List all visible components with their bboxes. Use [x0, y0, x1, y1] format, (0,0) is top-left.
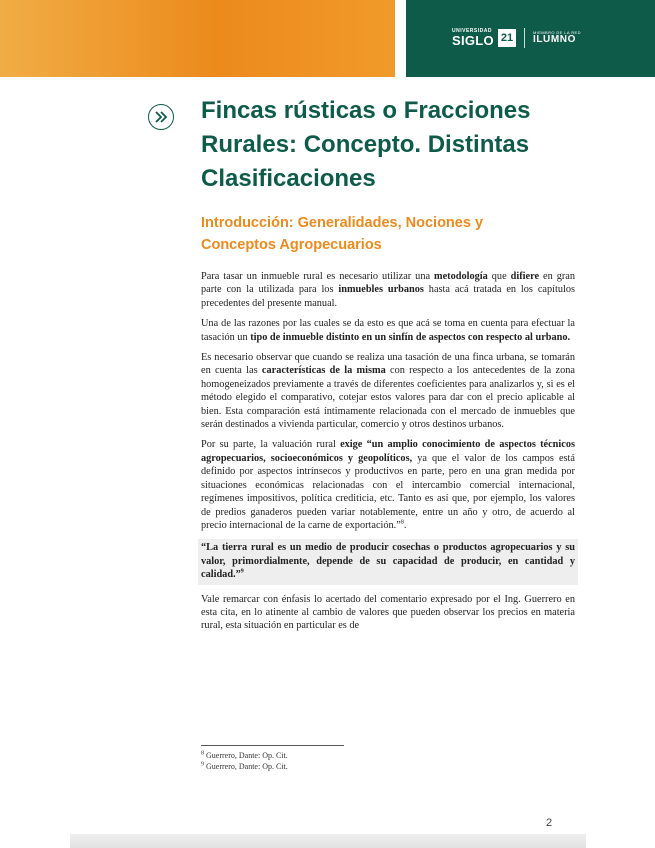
page-title: Fincas rústicas o Fracciones Rurales: Concepto. Distintas Clasificaciones [201, 97, 531, 192]
header-orange-band [0, 0, 395, 77]
logo-partner-name: ILUMNO [532, 34, 576, 45]
footnote-ref-9: 9 [240, 568, 244, 575]
footnote-ref-8: 8 [400, 519, 404, 526]
highlighted-quote: “La tierra rural es un medio de producir cosechas o productos agropecuarios y su valor, primordialmente, depende de su capacidad de producir, en cantidad y calidad.”$^9$ [198, 539, 578, 584]
footnote-divider [201, 745, 344, 746]
body-text [201, 270, 575, 640]
logo-univ-small: UNIVERSIDAD [452, 28, 492, 34]
footnote-item: $^8$ Guerrero, Dante: Op. Cit. [201, 750, 288, 760]
footnotes [201, 750, 288, 772]
page-number: 2 [546, 817, 553, 829]
footnote-item: $^9$ Guerrero, Dante: Op. Cit. [201, 761, 288, 771]
paragraph-5: Vale remarcar con énfasis lo acertado del comentario expresado por el Ing. Guerrero en esta cita, en lo atinente al cambio de valores que pueden observar los precios en materia rural, esta situación en particular es de [201, 593, 575, 632]
logo-univ-name: SIGLO [452, 33, 494, 48]
logo-separator [524, 28, 525, 48]
paragraph-3: Es necesario observar que cuando se realiza una tasación de una finca urbana, se tomarán en cuenta las características de la misma con respecto a los antecedentes de la zona homogeneizados previamente a través de diferentes coeficientes para analizarlos y, si es el método elegido el comparativo, cotejar estos valores para dar con el precio aplicable al bien. Esta comparación está íntimamente relacionada con el mercado de inmuebles que serán destinados a vivienda particular, comercio y otros destinos urbanos. [201, 352, 575, 431]
logo-number-box: 21 [498, 29, 516, 47]
paragraph-1: Para tasar un inmueble rural es necesario utilizar una metodología que difiere en gran parte con la utilizada para los inmuebles urbanos hasta acá tratada en los capítulos precedentes del presente manual. [201, 271, 576, 309]
paragraph-2: Una de las razones por las cuales se da esto es que acá se toma en cuenta para efectuar la tasación un tipo de inmueble distinto en un sinfín de aspectos con respecto al urbano. [201, 318, 575, 343]
footer-band [70, 834, 586, 848]
double-chevron-right-icon [148, 104, 174, 130]
paragraph-4: Por su parte, la valuación rural exige “un amplio conocimiento de aspectos técnicos agropecuarios, socioeconómicos y geopolíticos, ya que el valor de los campos está definido por aspectos intrínsecos y productivos en parte, pero en una gran medida por situaciones económicas relacionadas con el intercambio comercial internacional, regímenes impositivos, política crediticia, etc. Tanto es así que, por ejemplo, los valores de predios ganaderos pueden variar notablemente, entre un año y otro, de acuerdo al precio internacional de la carne de exportación.”$^8$. [201, 439, 575, 531]
logo-partner-small: MIEMBRO DE LA RED [532, 30, 581, 35]
university-logo [452, 24, 581, 52]
section-subtitle: Introducción: Generalidades, Nociones y Conceptos Agropecuarios [201, 215, 484, 253]
